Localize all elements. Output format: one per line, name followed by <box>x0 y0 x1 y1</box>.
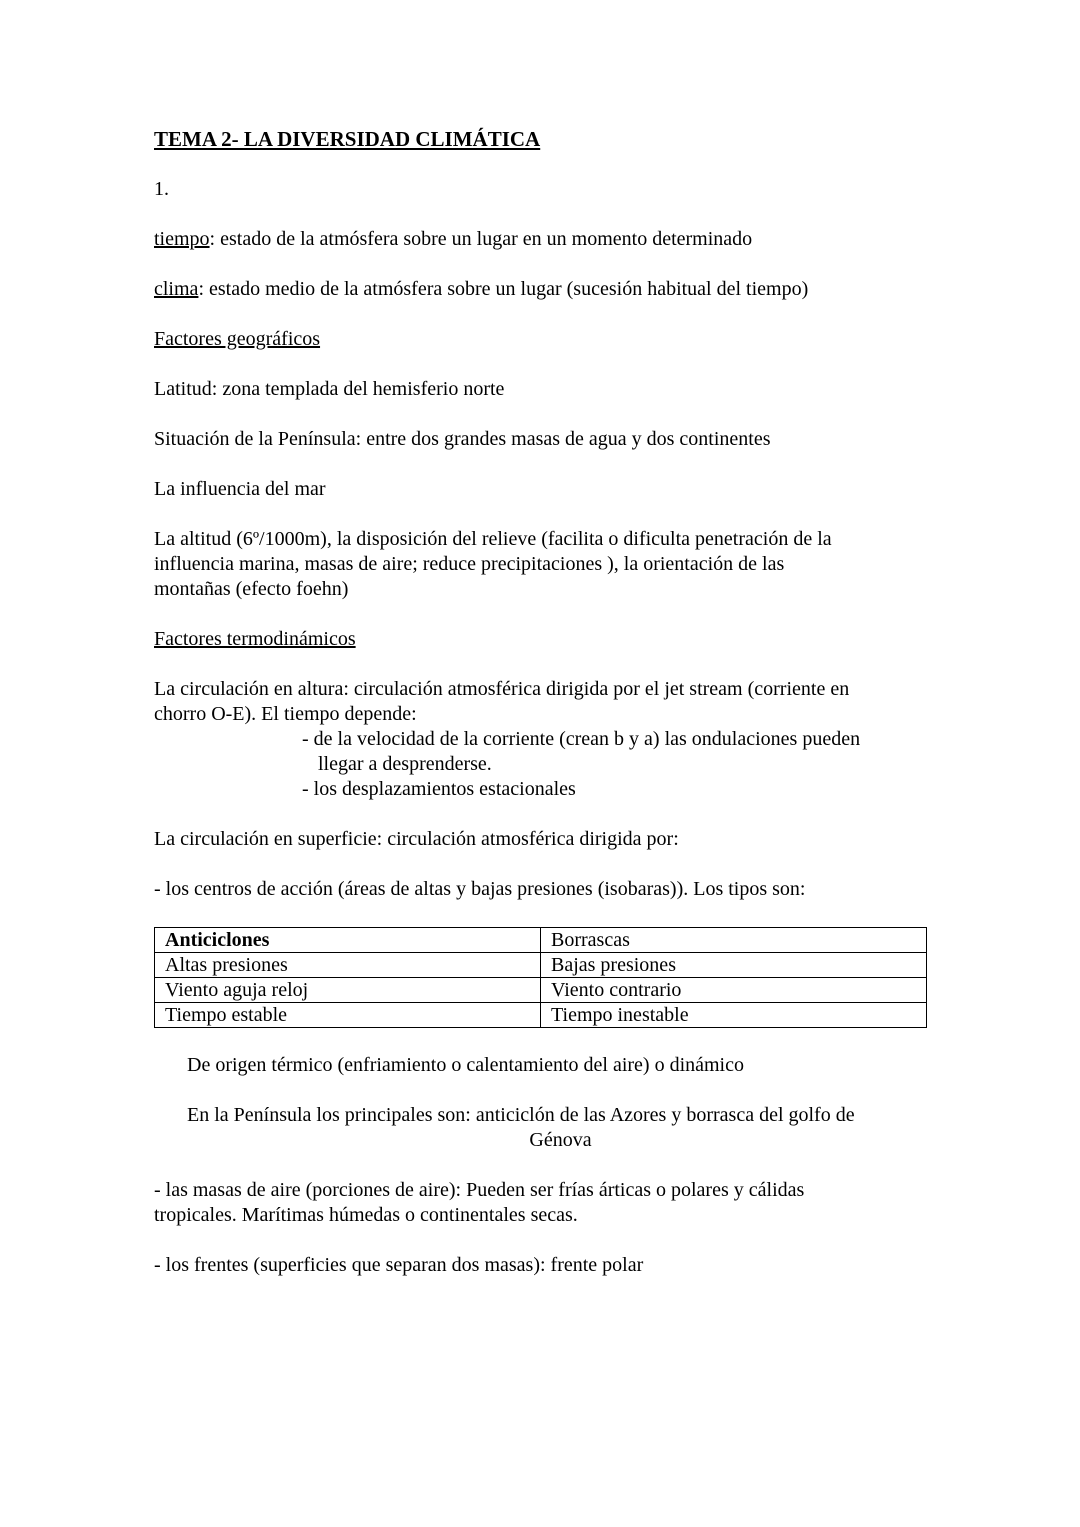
latitud-text: Latitud: zona templada del hemisferio norte <box>154 378 505 400</box>
document-page <box>154 127 934 1303</box>
term-tiempo: tiempo <box>154 228 210 250</box>
table-cell: Viento aguja reloj <box>155 978 541 1003</box>
altitud-line-2: influencia marina, masas de aire; reduce precipitaciones ), la orientación de las <box>154 553 785 575</box>
altitud-line-3: montañas (efecto foehn) <box>154 578 349 600</box>
page-title: TEMA 2- LA DIVERSIDAD CLIMÁTICA <box>154 127 541 151</box>
altura-bullets <box>154 727 934 802</box>
altitud-line-1: La altitud (6º/1000m), la disposición del relieve (facilita o dificulta penetración de la <box>154 528 832 550</box>
altitud-paragraph <box>154 527 934 602</box>
section-number: 1. <box>154 178 169 200</box>
origen-text: De origen térmico (enfriamiento o calentamiento del aire) o dinámico <box>187 1054 744 1076</box>
altura-bullet-2: - los desplazamientos estacionales <box>302 778 576 800</box>
table-row <box>155 928 927 953</box>
table-cell: Altas presiones <box>155 953 541 978</box>
situacion-text: Situación de la Península: entre dos grandes masas de agua y dos continentes <box>154 428 771 450</box>
table-row <box>155 1003 927 1028</box>
table-row <box>155 953 927 978</box>
altura-line-2: chorro O-E). El tiempo depende: <box>154 703 417 725</box>
table-cell: Anticiclones <box>155 928 541 953</box>
masas-line-2: tropicales. Marítimas húmedas o continentales secas. <box>154 1204 578 1226</box>
table-cell: Bajas presiones <box>541 953 927 978</box>
circulacion-altura-paragraph <box>154 677 934 802</box>
peninsula-line-2: Génova <box>529 1129 592 1151</box>
definition-tiempo <box>154 227 934 252</box>
table-cell: Tiempo inestable <box>541 1003 927 1028</box>
frentes-text: - los frentes (superficies que separan dos masas): frente polar <box>154 1254 644 1276</box>
pressure-table <box>154 927 927 1028</box>
term-clima: clima <box>154 278 199 300</box>
table-cell: Viento contrario <box>541 978 927 1003</box>
masas-line-1: - las masas de aire (porciones de aire): Pueden ser frías árticas o polares y cálidas <box>154 1179 805 1201</box>
definition-tiempo-text: : estado de la atmósfera sobre un lugar en un momento determinado <box>209 228 753 250</box>
table-cell: Tiempo estable <box>155 1003 541 1028</box>
table-cell: Borrascas <box>541 928 927 953</box>
influencia-mar-text: La influencia del mar <box>154 478 326 500</box>
masas-aire-paragraph <box>154 1178 934 1228</box>
circulacion-superficie-text: La circulación en superficie: circulación atmosférica dirigida por: <box>154 828 679 850</box>
peninsula-paragraph <box>154 1103 934 1153</box>
definition-clima-text: : estado medio de la atmósfera sobre un lugar (sucesión habitual del tiempo) <box>198 278 809 300</box>
definition-clima <box>154 277 934 302</box>
altura-line-1: La circulación en altura: circulación atmosférica dirigida por el jet stream (corriente en <box>154 678 850 700</box>
centros-accion-text: - los centros de acción (áreas de altas y bajas presiones (isobaras)). Los tipos son: <box>154 878 806 900</box>
peninsula-line-1: En la Península los principales son: anticiclón de las Azores y borrasca del golfo de <box>187 1104 855 1126</box>
heading-factores-geograficos: Factores geográficos <box>154 328 321 350</box>
altura-bullet-1-continued: llegar a desprenderse. <box>318 753 492 775</box>
heading-factores-termodinamicos: Factores termodinámicos <box>154 628 356 650</box>
altura-bullet-1: - de la velocidad de la corriente (crean b y a) las ondulaciones pueden <box>302 728 861 750</box>
table-row <box>155 978 927 1003</box>
